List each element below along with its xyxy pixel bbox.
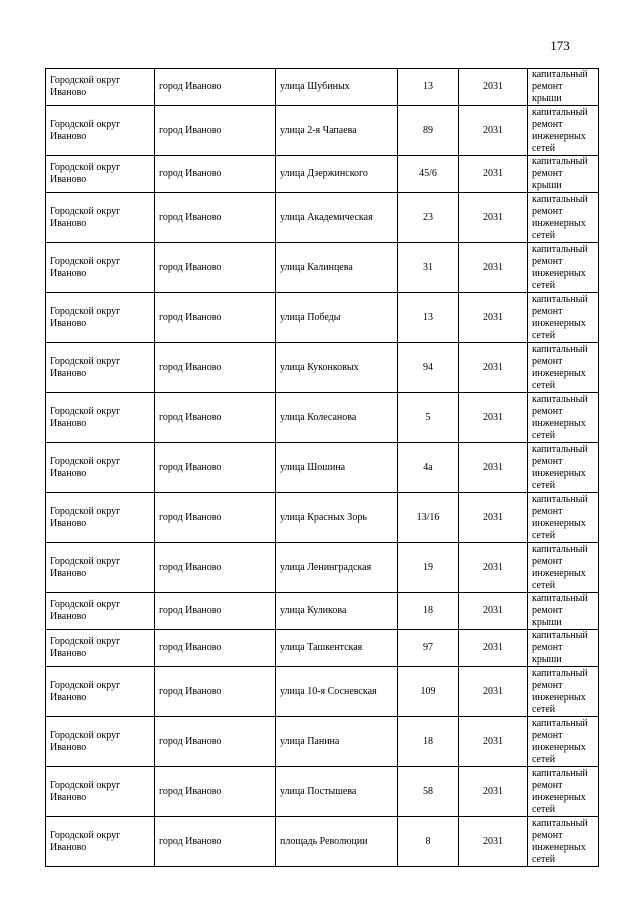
year-cell: 2031 [459,393,528,443]
street-cell: улица Дзержинского [276,156,398,193]
work-type-cell: капитальный ремонт инженерных сетей [528,106,599,156]
city-cell: город Иваново [155,106,276,156]
house-number-cell: 89 [398,106,459,156]
street-cell: улица Шубиных [276,69,398,106]
house-number-cell: 4а [398,443,459,493]
work-type-cell: капитальный ремонт крыши [528,156,599,193]
city-cell: город Иваново [155,717,276,767]
house-number-cell: 19 [398,543,459,593]
registry-table [45,68,599,867]
table-row [46,543,599,593]
year-cell: 2031 [459,767,528,817]
city-cell: город Иваново [155,630,276,667]
work-type-cell: капитальный ремонт инженерных сетей [528,543,599,593]
table-row [46,293,599,343]
city-cell: город Иваново [155,193,276,243]
city-cell: город Иваново [155,69,276,106]
table-row [46,193,599,243]
district-cell: Городской округ Иваново [46,767,155,817]
year-cell: 2031 [459,667,528,717]
work-type-cell: капитальный ремонт инженерных сетей [528,393,599,443]
year-cell: 2031 [459,243,528,293]
district-cell: Городской округ Иваново [46,293,155,343]
city-cell: город Иваново [155,493,276,543]
work-type-cell: капитальный ремонт крыши [528,630,599,667]
work-type-cell: капитальный ремонт инженерных сетей [528,493,599,543]
house-number-cell: 31 [398,243,459,293]
table-row [46,156,599,193]
house-number-cell: 18 [398,717,459,767]
street-cell: улица Куконковых [276,343,398,393]
table-row [46,443,599,493]
work-type-cell: капитальный ремонт инженерных сетей [528,717,599,767]
year-cell: 2031 [459,443,528,493]
street-cell: улица Академическая [276,193,398,243]
street-cell: улица Куликова [276,593,398,630]
street-cell: улица 10-я Сосневская [276,667,398,717]
table-row [46,593,599,630]
city-cell: город Иваново [155,156,276,193]
year-cell: 2031 [459,69,528,106]
street-cell: улица Калинцева [276,243,398,293]
work-type-cell: капитальный ремонт инженерных сетей [528,243,599,293]
street-cell: улица Красных Зорь [276,493,398,543]
city-cell: город Иваново [155,667,276,717]
city-cell: город Иваново [155,817,276,867]
district-cell: Городской округ Иваново [46,393,155,443]
work-type-cell: капитальный ремонт инженерных сетей [528,193,599,243]
page-number: 173 [550,38,570,53]
house-number-cell: 13 [398,293,459,343]
year-cell: 2031 [459,156,528,193]
work-type-cell: капитальный ремонт инженерных сетей [528,443,599,493]
work-type-cell: капитальный ремонт инженерных сетей [528,343,599,393]
table-row [46,393,599,443]
table-row [46,493,599,543]
work-type-cell: капитальный ремонт инженерных сетей [528,767,599,817]
city-cell: город Иваново [155,343,276,393]
house-number-cell: 109 [398,667,459,717]
year-cell: 2031 [459,343,528,393]
street-cell: улица 2-я Чапаева [276,106,398,156]
year-cell: 2031 [459,817,528,867]
house-number-cell: 18 [398,593,459,630]
table-row [46,69,599,106]
work-type-cell: капитальный ремонт инженерных сетей [528,667,599,717]
district-cell: Городской округ Иваново [46,667,155,717]
house-number-cell: 58 [398,767,459,817]
house-number-cell: 13/16 [398,493,459,543]
table-row [46,817,599,867]
table-row [46,767,599,817]
street-cell: улица Шошина [276,443,398,493]
street-cell: улица Колесанова [276,393,398,443]
year-cell: 2031 [459,193,528,243]
work-type-cell: капитальный ремонт крыши [528,69,599,106]
house-number-cell: 5 [398,393,459,443]
street-cell: площадь Революции [276,817,398,867]
city-cell: город Иваново [155,593,276,630]
city-cell: город Иваново [155,393,276,443]
district-cell: Городской округ Иваново [46,106,155,156]
year-cell: 2031 [459,106,528,156]
city-cell: город Иваново [155,443,276,493]
street-cell: улица Панина [276,717,398,767]
table-row [46,343,599,393]
house-number-cell: 23 [398,193,459,243]
house-number-cell: 94 [398,343,459,393]
year-cell: 2031 [459,293,528,343]
work-type-cell: капитальный ремонт крыши [528,593,599,630]
street-cell: улица Ташкентская [276,630,398,667]
house-number-cell: 8 [398,817,459,867]
table-row [46,717,599,767]
district-cell: Городской округ Иваново [46,493,155,543]
district-cell: Городской округ Иваново [46,193,155,243]
district-cell: Городской округ Иваново [46,717,155,767]
district-cell: Городской округ Иваново [46,630,155,667]
district-cell: Городской округ Иваново [46,817,155,867]
district-cell: Городской округ Иваново [46,343,155,393]
table-row [46,106,599,156]
table-row [46,243,599,293]
city-cell: город Иваново [155,543,276,593]
year-cell: 2031 [459,593,528,630]
city-cell: город Иваново [155,293,276,343]
year-cell: 2031 [459,493,528,543]
district-cell: Городской округ Иваново [46,593,155,630]
work-type-cell: капитальный ремонт инженерных сетей [528,293,599,343]
house-number-cell: 45/6 [398,156,459,193]
city-cell: город Иваново [155,243,276,293]
district-cell: Городской округ Иваново [46,243,155,293]
street-cell: улица Постышева [276,767,398,817]
year-cell: 2031 [459,717,528,767]
work-type-cell: капитальный ремонт инженерных сетей [528,817,599,867]
house-number-cell: 13 [398,69,459,106]
year-cell: 2031 [459,543,528,593]
district-cell: Городской округ Иваново [46,543,155,593]
district-cell: Городской округ Иваново [46,69,155,106]
city-cell: город Иваново [155,767,276,817]
table-row [46,630,599,667]
year-cell: 2031 [459,630,528,667]
district-cell: Городской округ Иваново [46,443,155,493]
house-number-cell: 97 [398,630,459,667]
street-cell: улица Ленинградская [276,543,398,593]
table-row [46,667,599,717]
street-cell: улица Победы [276,293,398,343]
district-cell: Городской округ Иваново [46,156,155,193]
